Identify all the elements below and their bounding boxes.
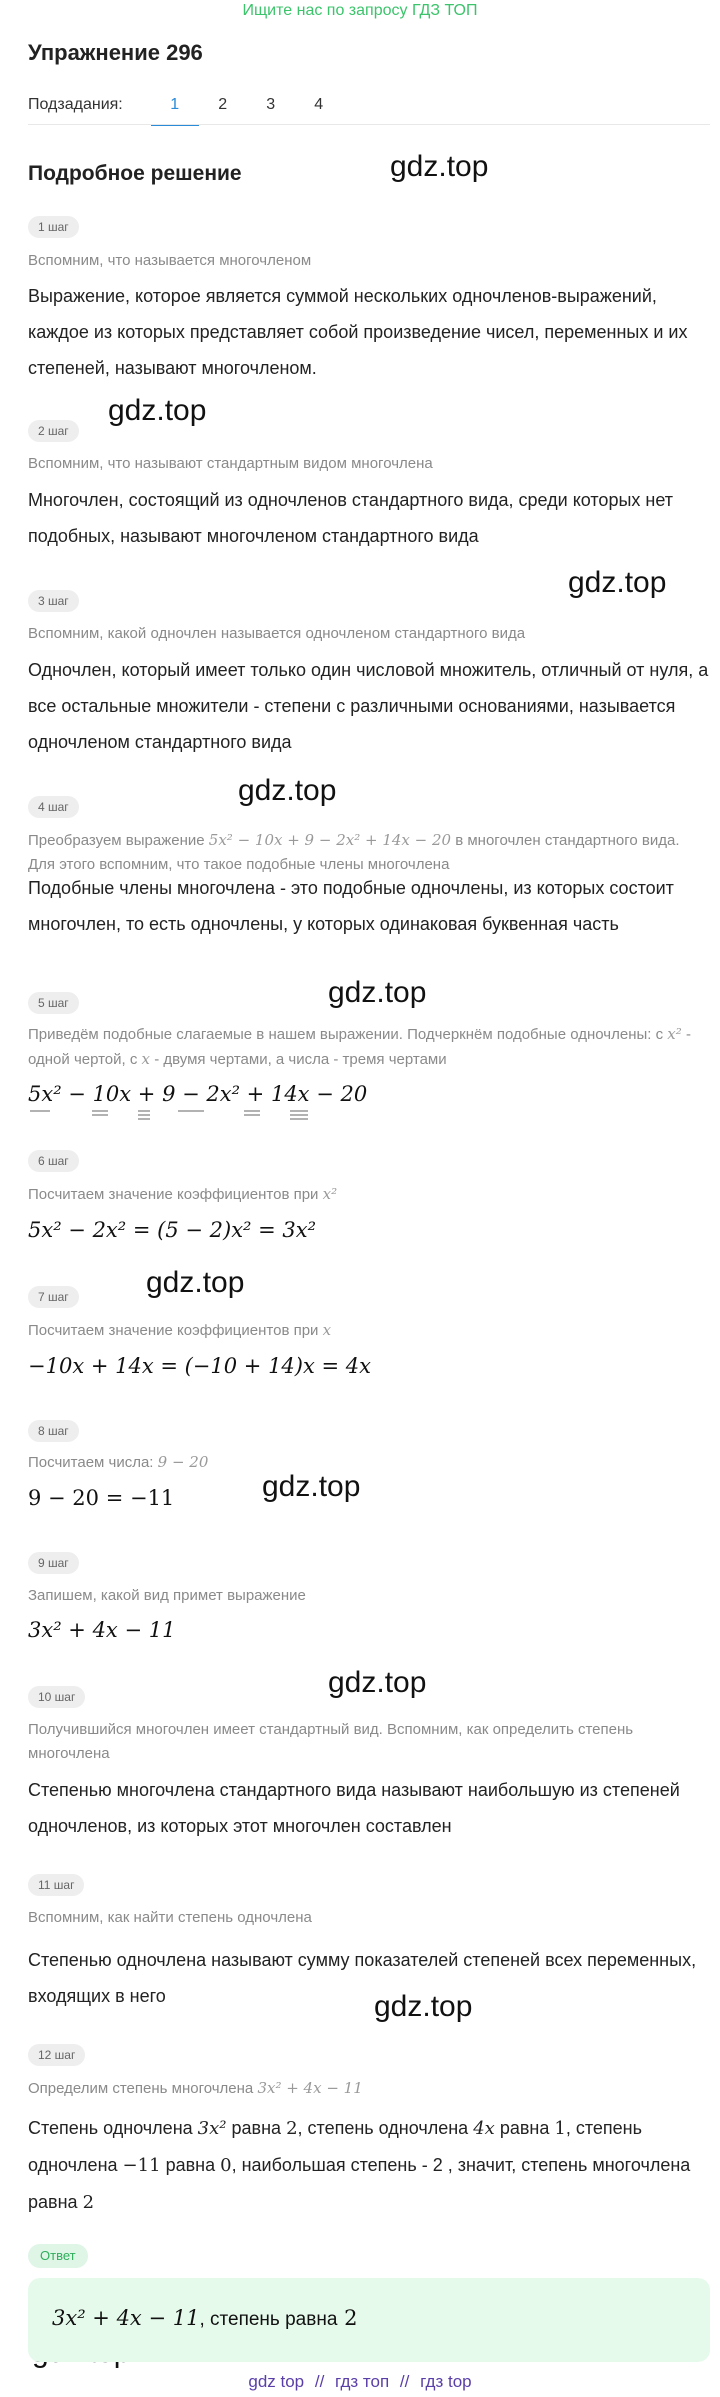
step-text: Степенью одночлена называют сумму показателей степеней всех переменных, входящих в него: [28, 1950, 697, 2006]
underline-marks: [28, 1108, 328, 1122]
hint-formula: x: [141, 1050, 151, 1068]
step-badge: 8 шаг: [28, 1420, 79, 1442]
search-banner[interactable]: Ищите нас по запросу ГДЗ ТОП: [242, 2, 478, 19]
step-hint: Получившийся многочлен имеет стандартный вид. Вспомним, как определить степень многочлена: [28, 1721, 634, 1762]
step-badge: 9 шаг: [28, 1552, 79, 1574]
footer-separator: //: [399, 2372, 410, 2391]
text-part: , степень одночлена: [28, 2118, 642, 2175]
step-formula: 5x² − 2x² = (5 − 2)x² = 3x²: [28, 1218, 317, 1242]
formula-part: 0: [220, 2155, 232, 2176]
step-hint: Вспомним, какой одночлен называется одночленом стандартного вида: [28, 625, 526, 642]
subtask-tab-4[interactable]: 4: [314, 96, 324, 113]
text-part: , степень одночлена: [297, 2118, 469, 2138]
step-formula: 5x² − 10x + 9 − 2x² + 14x − 20: [28, 1082, 368, 1106]
step-hint: Вспомним, как найти степень одночлена: [28, 1909, 312, 1926]
hint-formula: x²: [667, 1025, 682, 1043]
answer-value: 2: [344, 2306, 358, 2330]
answer-badge: Ответ: [28, 2244, 88, 2268]
hint-text: в многочлен стандартного вида. Для этого вспомним, что такое подобные члены многочлена: [28, 832, 680, 873]
text-part: , наибольшая степень - 2 , значит, степень многочлена равна: [28, 2155, 691, 2212]
footer-link[interactable]: gdz top: [248, 2372, 305, 2391]
step-badge: 7 шаг: [28, 1286, 79, 1308]
answer-text: [52, 2306, 357, 2331]
watermark: gdz.top: [328, 1666, 427, 1699]
step-badge: 12 шаг: [28, 2044, 85, 2066]
hint-text: Определим степень многочлена: [28, 2080, 254, 2097]
answer-formula: 3x² + 4x − 11: [52, 2306, 200, 2330]
hint-formula: 9 − 20: [157, 1453, 209, 1471]
step-badge: 4 шаг: [28, 796, 79, 818]
step-hint: Запишем, какой вид примет выражение: [28, 1587, 306, 1604]
step-text: Степенью многочлена стандартного вида называют наибольшую из степеней одночленов, из которых этот многочлен составлен: [28, 1780, 680, 1836]
step-text: Многочлен, состоящий из одночленов стандартного вида, среди которых нет подобных, называют многочленом стандартного вида: [28, 490, 673, 546]
step-text: Одночлен, который имеет только один числовой множитель, отличный от нуля, а все остальные множители - степени с различными основаниями, называется одночленом стандартного вида: [28, 660, 709, 752]
hint-text: Посчитаем значение коэффициентов при: [28, 1186, 319, 1203]
formula-part: 2: [286, 2118, 298, 2139]
subtask-tab-1[interactable]: 1: [151, 96, 199, 126]
step-formula: 9 − 20 = −11: [28, 1486, 175, 1510]
step-hint: [28, 1450, 708, 1475]
step-badge: 3 шаг: [28, 590, 79, 612]
watermark: gdz.top: [568, 566, 667, 599]
hint-text: Приведём подобные слагаемые в нашем выражении. Подчеркнём подобные одночлены: с: [28, 1026, 664, 1043]
solution-heading: Подробное решение: [28, 162, 242, 185]
footer-links: [0, 2372, 720, 2392]
watermark: gdz.top: [390, 150, 489, 183]
answer-label: , степень равна: [199, 2309, 338, 2330]
step-hint: [28, 1022, 708, 1072]
step-hint: [28, 2076, 708, 2101]
formula-part: 2: [82, 2192, 95, 2213]
step-text: Выражение, которое является суммой нескольких одночленов-выражений, каждое из которых представляет собой произведение чисел, переменных и их степеней, называют многочленом.: [28, 286, 688, 378]
watermark: gdz.top: [374, 1990, 473, 2023]
watermark: gdz.top: [108, 394, 207, 427]
hint-formula: 5x² − 10x + 9 − 2x² + 14x − 20: [208, 831, 452, 849]
watermark: gdz.top: [146, 1266, 245, 1299]
step-badge: 11 шаг: [28, 1874, 84, 1896]
step-formula: 3x² + 4x − 11: [28, 1618, 176, 1642]
step-text: [28, 2110, 710, 2221]
step-hint: Вспомним, что называется многочленом: [28, 252, 312, 269]
footer-link[interactable]: гдз top: [420, 2372, 472, 2391]
step-badge: 10 шаг: [28, 1686, 85, 1708]
subtask-tab-2[interactable]: 2: [218, 96, 228, 113]
hint-text: - одной чертой, с: [28, 1026, 691, 1068]
step-badge: 5 шаг: [28, 992, 79, 1014]
formula-part: 4x: [473, 2118, 495, 2139]
hint-formula: x²: [322, 1185, 338, 1203]
subtask-tabs: [28, 96, 343, 126]
subtasks-label: Подзадания:: [28, 96, 123, 113]
text-part: равна: [165, 2155, 216, 2175]
footer-link[interactable]: гдз топ: [335, 2372, 390, 2391]
hint-formula: 3x² + 4x − 11: [257, 2079, 363, 2097]
step-text: Подобные члены многочлена - это подобные одночлены, из которых состоит многочлен, то есть одночлены, у которых одинаковая буквенная часть: [28, 878, 674, 934]
step-hint: [28, 1318, 708, 1343]
step-badge: 6 шаг: [28, 1150, 79, 1172]
step-formula: −10x + 14x = (−10 + 14)x = 4x: [28, 1354, 371, 1378]
text-part: Степень одночлена: [28, 2118, 193, 2138]
hint-text: Преобразуем выражение: [28, 832, 205, 849]
footer-separator: //: [314, 2372, 325, 2391]
watermark: gdz.top: [262, 1470, 361, 1503]
formula-part: 3x²: [197, 2118, 227, 2139]
subtask-tab-3[interactable]: 3: [266, 96, 276, 113]
tabs-divider: [28, 124, 710, 125]
step-badge: 1 шаг: [28, 216, 79, 238]
formula-part: 1: [554, 2118, 566, 2139]
text-part: равна: [499, 2118, 550, 2138]
step-hint: [28, 1182, 708, 1207]
watermark: gdz.top: [238, 774, 337, 807]
hint-text: Посчитаем значение коэффициентов при: [28, 1322, 319, 1339]
step-hint: Вспомним, что называют стандартным видом многочлена: [28, 455, 433, 472]
page-title: Упражнение 296: [28, 40, 203, 65]
formula-part: −11: [122, 2155, 161, 2176]
step-badge: 2 шаг: [28, 420, 79, 442]
text-part: равна: [231, 2118, 282, 2138]
watermark: gdz.top: [328, 976, 427, 1009]
hint-formula: x: [322, 1321, 332, 1339]
hint-text: Посчитаем числа:: [28, 1454, 154, 1471]
hint-text: - двумя чертами, а числа - тремя чертами: [154, 1051, 447, 1068]
